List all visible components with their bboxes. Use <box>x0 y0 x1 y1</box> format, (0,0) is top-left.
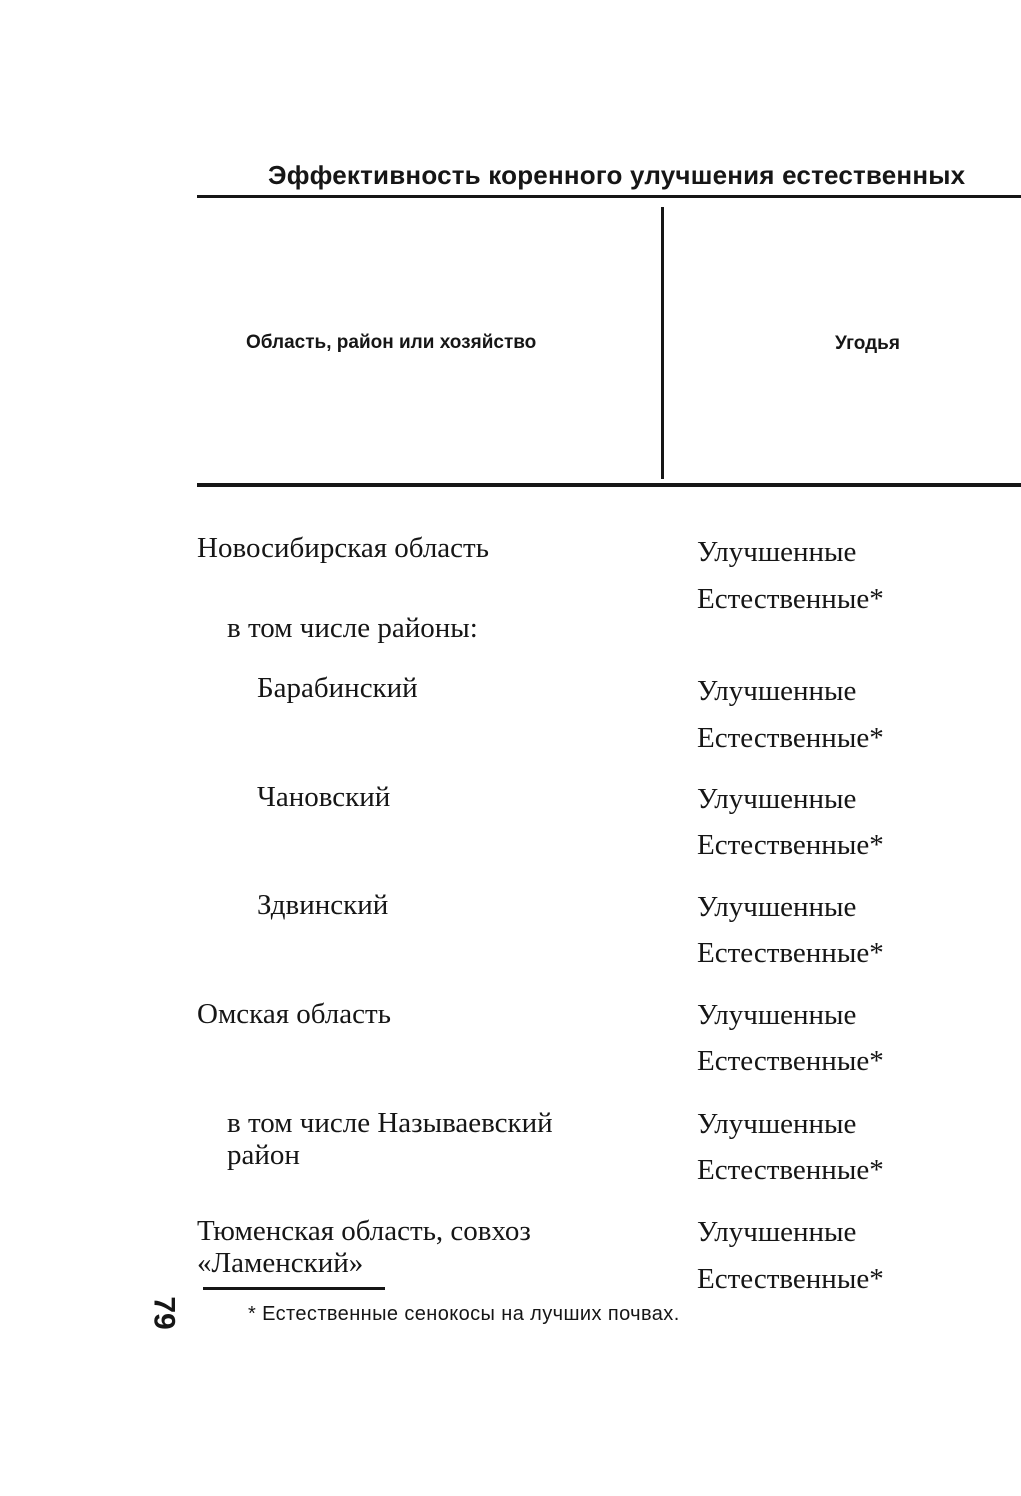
row-tyumen-land-natural: Естественные* <box>697 1263 884 1295</box>
row-barabinsky-land-natural: Естественные* <box>697 722 884 754</box>
row-novosibirsk-land-improved: Улучшенные <box>697 536 857 568</box>
footnote-rule <box>203 1287 385 1290</box>
row-tyumen-land-improved: Улучшенные <box>697 1216 857 1248</box>
row-omsk-land-natural: Естественные* <box>697 1045 884 1077</box>
row-novosibirsk-subheading: в том числе районы: <box>227 612 478 644</box>
row-tyumen-name-cont: «Ламенский» <box>197 1247 364 1279</box>
row-zdvinsky-land-improved: Улучшенные <box>697 891 857 923</box>
row-zdvinsky-name: Здвинский <box>257 889 389 921</box>
row-chanovsky-land-natural: Естественные* <box>697 829 884 861</box>
row-zdvinsky-land-natural: Естественные* <box>697 937 884 969</box>
row-nazyvaevsky-land-natural: Естественные* <box>697 1154 884 1186</box>
row-nazyvaevsky-land-improved: Улучшенные <box>697 1108 857 1140</box>
row-tyumen-name: Тюменская область, совхоз <box>197 1215 531 1247</box>
row-novosibirsk-land-natural: Естественные* <box>697 583 884 615</box>
row-nazyvaevsky-name-cont: район <box>227 1139 300 1171</box>
header-column-divider <box>661 207 664 479</box>
row-barabinsky-name: Барабинский <box>257 672 418 704</box>
table-top-rule <box>197 195 1021 198</box>
table-title: Эффективность коренного улучшения естественных <box>268 160 966 190</box>
row-chanovsky-name: Чановский <box>257 781 391 813</box>
row-novosibirsk-name: Новосибирская область <box>197 532 489 564</box>
footnote: * Естественные сенокосы на лучших почвах. <box>248 1303 680 1325</box>
row-omsk-land-improved: Улучшенные <box>697 999 857 1031</box>
column-header-land: Угодья <box>835 333 900 354</box>
page-number: 79 <box>147 1296 181 1330</box>
column-header-region: Область, район или хозяйство <box>246 332 537 353</box>
row-barabinsky-land-improved: Улучшенные <box>697 675 857 707</box>
row-chanovsky-land-improved: Улучшенные <box>697 783 857 815</box>
row-nazyvaevsky-name: в том числе Называевский <box>227 1107 553 1139</box>
table-header-rule <box>197 483 1021 487</box>
row-omsk-name: Омская область <box>197 998 391 1030</box>
